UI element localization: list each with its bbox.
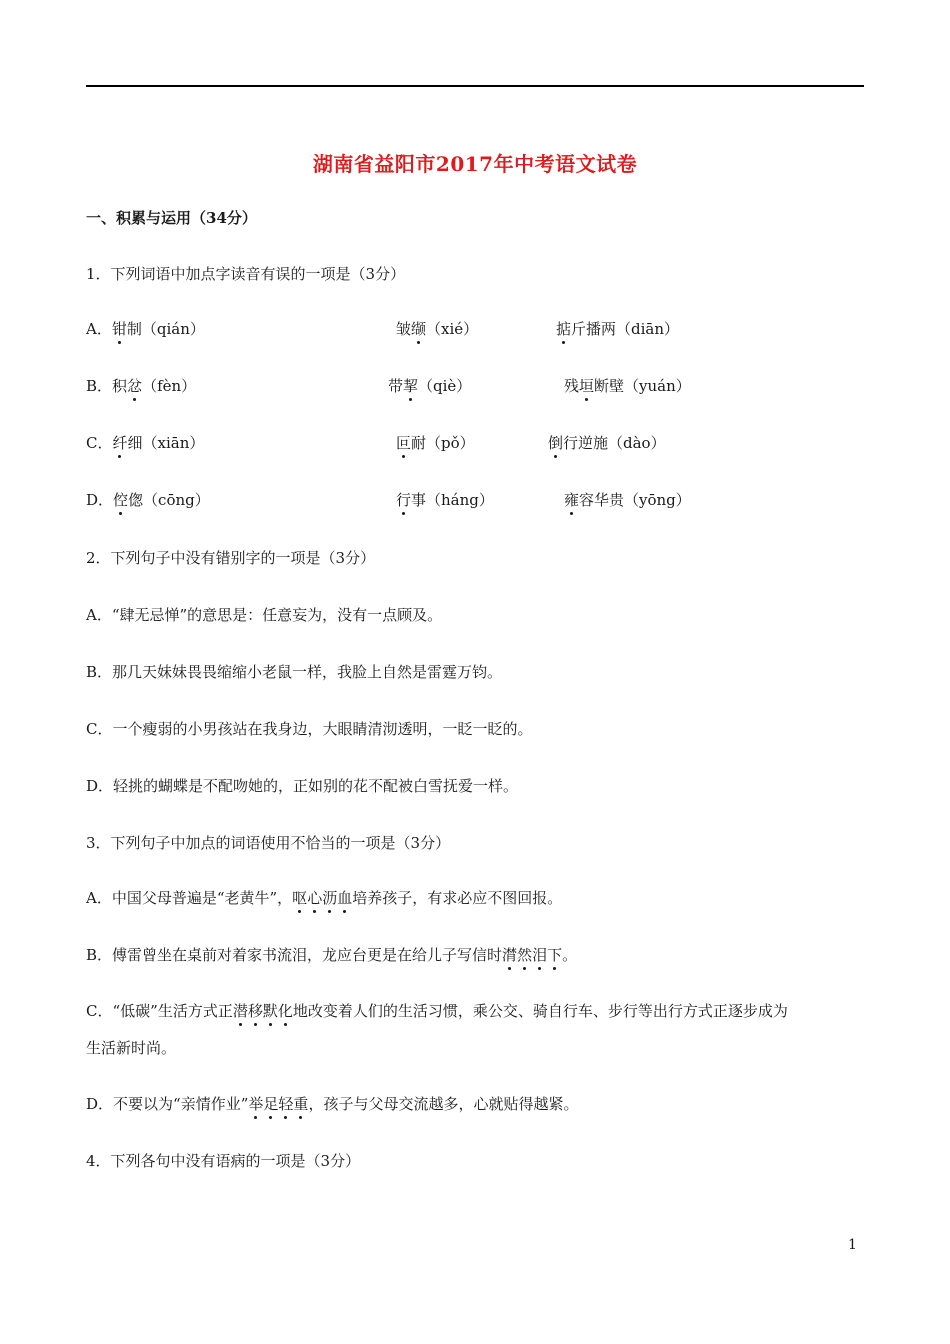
q1-option-d-word2: 行事（háng）	[396, 491, 494, 509]
section-heading: 一、积累与运用（34分）	[86, 209, 257, 227]
page-title: 湖南省益阳市2017年中考语文试卷	[312, 152, 638, 176]
q2-option-d: D．轻挑的蝴蝶是不配吻她的，正如别的花不配被白雪抚爱一样。	[86, 777, 519, 795]
q3-a-dotted-word: 呕心沥血	[292, 889, 353, 907]
q3-option-c-continued: 生活新时尚。	[86, 1039, 177, 1057]
q1-option-d-word3: 雍容华贵（yōng）	[564, 491, 691, 509]
question-4-stem: 4．下列各句中没有语病的一项是（3分）	[86, 1152, 361, 1170]
q1-option-a-word3: 掂斤播两（diān）	[556, 320, 680, 338]
q3-option-d: D．不要以为“亲情作业”举足轻重，孩子与父母交流越多，心就贴得越紧。	[86, 1095, 579, 1113]
q3-b-dotted-word: 潸然泪下	[502, 946, 563, 964]
q1-option-a-word2: 皱缬（xié）	[396, 320, 479, 338]
q2-option-b: B．那几天妹妹畏畏缩缩小老鼠一样，我脸上自然是雷霆万钧。	[86, 663, 503, 681]
q3-option-b: B．傅雷曾坐在桌前对着家书流泪，龙应台更是在给儿子写信时潸然泪下。	[86, 946, 578, 964]
q1-option-c-word2: 叵耐（pǒ）	[396, 434, 475, 452]
q3-d-dotted-word: 举足轻重	[248, 1095, 309, 1113]
q1-option-b-word3: 残垣断壁（yuán）	[564, 377, 691, 395]
question-2-stem: 2．下列句子中没有错别字的一项是（3分）	[86, 549, 376, 567]
q1-option-a-word1: A．钳制（qián）	[86, 320, 205, 338]
q2-option-a: A．“肆无忌惮”的意思是：任意妄为，没有一点顾及。	[86, 606, 443, 624]
question-1-stem: 1．下列词语中加点字读音有误的一项是（3分）	[86, 265, 406, 283]
question-3-stem: 3．下列句子中加点的词语使用不恰当的一项是（3分）	[86, 834, 451, 852]
header-rule	[86, 85, 864, 87]
q1-option-d-word1: D．倥偬（cōng）	[86, 491, 210, 509]
q1-option-c-word3: 倒行逆施（dào）	[548, 434, 666, 452]
q1-option-b-word2: 带挈（qiè）	[388, 377, 472, 395]
q1-option-c-word1: C．纤细（xiān）	[86, 434, 205, 452]
q3-option-a: A．中国父母普遍是“老黄牛”，呕心沥血培养孩子，有求必应不图回报。	[86, 889, 563, 907]
page-number: 1	[848, 1237, 857, 1253]
q3-c-dotted-word: 潜移默化	[232, 1002, 293, 1020]
q2-option-c: C．一个瘦弱的小男孩站在我身边，大眼睛清沏透明，一眨一眨的。	[86, 720, 533, 738]
q1-option-b-word1: B．积忿（fèn）	[86, 377, 197, 395]
q3-option-c: C．“低碳”生活方式正潜移默化地改变着人们的生活习惯，乘公交、骑自行车、步行等出行方式正逐步成为	[86, 1002, 788, 1020]
